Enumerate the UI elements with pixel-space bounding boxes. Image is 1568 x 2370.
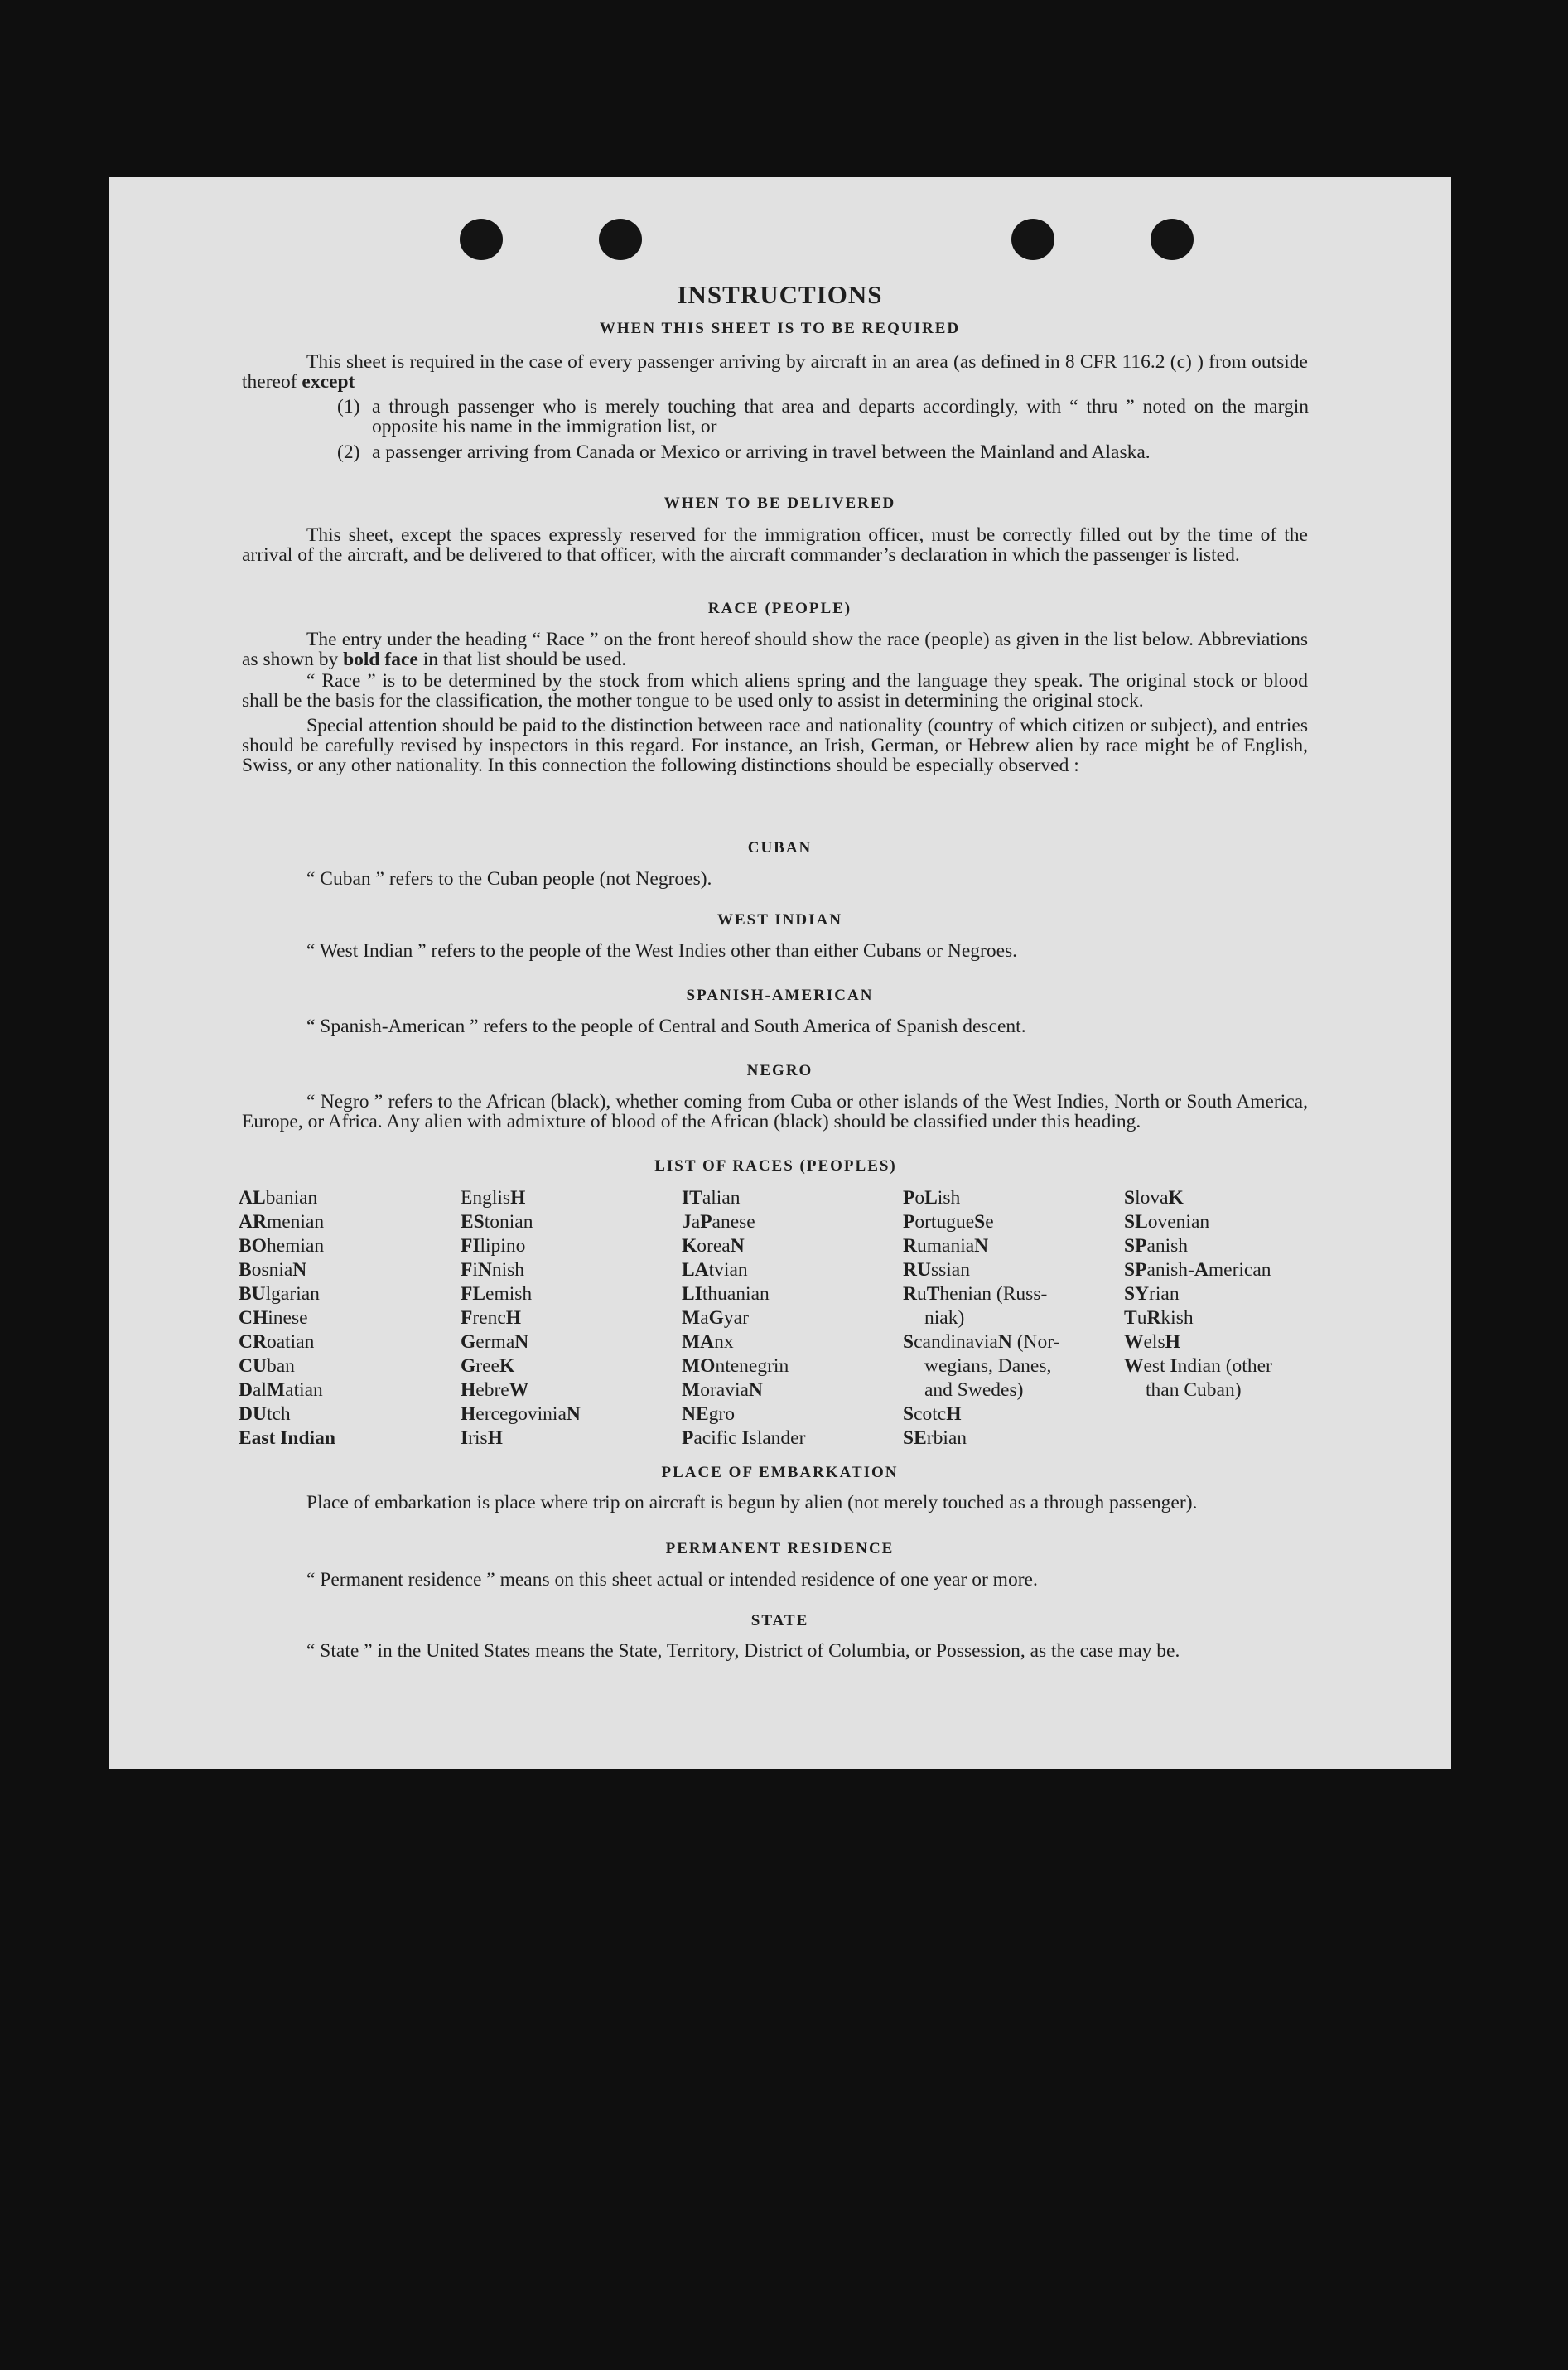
race-text: osnia bbox=[251, 1259, 293, 1281]
instruction-sheet bbox=[109, 177, 1451, 1769]
race-text: o bbox=[914, 1187, 925, 1209]
race-abbrev: S bbox=[974, 1211, 986, 1233]
race-entry bbox=[239, 1354, 458, 1378]
race-text: atian bbox=[285, 1379, 323, 1401]
para-race bbox=[242, 630, 1308, 775]
race-entry bbox=[1124, 1186, 1344, 1210]
residence-text: “ Permanent residence ” means on this sheet actual or intended residence of one year or more. bbox=[306, 1569, 1038, 1590]
race-entry bbox=[903, 1330, 1122, 1354]
race-abbrev: K bbox=[499, 1355, 515, 1377]
punch-hole bbox=[1151, 219, 1194, 260]
race-text: a bbox=[691, 1211, 701, 1233]
race-abbrev: SY bbox=[1124, 1283, 1150, 1305]
race-text: anese bbox=[712, 1211, 755, 1233]
race-text: a bbox=[700, 1307, 709, 1329]
race-text: lgarian bbox=[265, 1283, 320, 1305]
west-indian-text: “ West Indian ” refers to the people of the West Indies other than either Cubans or Negroes. bbox=[306, 940, 1018, 962]
race-text: hemian bbox=[266, 1235, 325, 1257]
race-text: cotc bbox=[914, 1403, 947, 1425]
race-entry bbox=[682, 1402, 901, 1426]
race-abbrev: S bbox=[903, 1331, 914, 1353]
races-column bbox=[1124, 1186, 1344, 1402]
race-abbrev: N bbox=[748, 1379, 763, 1401]
race-text: els bbox=[1143, 1331, 1165, 1353]
race-text: ovenian bbox=[1147, 1211, 1210, 1233]
race-p3: Special attention should be paid to the distinction between race and nationality (country of which citizen or subject), and entries should be carefully revised by inspectors in this regard. For instance, an Irish, German, or Hebrew alien by race might be of English, Swiss, or any other nationality. In this connection the following distinctions should be especially observed : bbox=[242, 715, 1308, 776]
race-p2: “ Race ” is to be determined by the stock from which aliens spring and the language they speak. The original stock or blood shall be the basis for the classification, the mother tongue to be used only to assist in determining the original stock. bbox=[242, 670, 1308, 712]
race-text: Englis bbox=[461, 1187, 511, 1209]
race-entry bbox=[903, 1306, 1122, 1330]
race-text: wegians, Danes, bbox=[924, 1355, 1052, 1377]
item-text: a through passenger who is merely touching that area and departs accordingly, with “ thru ” noted on the margin opposite his name in the immigration list, or bbox=[372, 396, 1309, 437]
race-abbrev: H bbox=[946, 1403, 962, 1425]
race-abbrev: G bbox=[461, 1355, 476, 1377]
race-abbrev: D bbox=[239, 1379, 253, 1401]
race-text: kish bbox=[1160, 1307, 1194, 1329]
race-entry bbox=[461, 1378, 680, 1402]
race-abbrev: H bbox=[1165, 1331, 1180, 1353]
race-abbrev: FL bbox=[461, 1283, 486, 1305]
race-abbrev: CH bbox=[239, 1307, 268, 1329]
race-text: oatian bbox=[266, 1331, 315, 1353]
races-column bbox=[682, 1186, 901, 1450]
race-entry bbox=[903, 1210, 1122, 1234]
race-abbrev: J bbox=[682, 1211, 692, 1233]
para-cuban bbox=[242, 869, 1308, 889]
race-text: nx bbox=[714, 1331, 734, 1353]
race-entry bbox=[682, 1306, 901, 1330]
race-abbrev: BO bbox=[239, 1235, 267, 1257]
race-abbrev: CU bbox=[239, 1355, 267, 1377]
race-abbrev: H bbox=[461, 1403, 476, 1425]
race-text: ris bbox=[468, 1427, 488, 1449]
race-abbrev: M bbox=[266, 1379, 286, 1401]
race-text: u bbox=[1136, 1307, 1147, 1329]
race-abbrev: S bbox=[1124, 1187, 1136, 1209]
para-west-indian bbox=[242, 941, 1308, 961]
race-abbrev: East Indian bbox=[239, 1427, 335, 1449]
race-text: rbian bbox=[926, 1427, 967, 1449]
race-abbrev: H bbox=[505, 1307, 522, 1329]
race-abbrev: M bbox=[682, 1307, 701, 1329]
race-abbrev: SP bbox=[1124, 1259, 1147, 1281]
race-entry bbox=[461, 1330, 680, 1354]
race-abbrev: G bbox=[461, 1331, 476, 1353]
race-p1-bold: bold face bbox=[343, 649, 418, 670]
para-embarkation bbox=[242, 1493, 1308, 1513]
race-p1-a: The entry under the heading “ Race ” on the front hereof should show the race (people) as given in the list below. Abbreviations as shown by bbox=[242, 629, 1308, 670]
race-entry bbox=[461, 1234, 680, 1258]
delivered-text: This sheet, except the spaces expressly reserved for the immigration officer, must be correctly filled out by the time of the arrival of the aircraft, and be delivered to that officer, with the aircraft commander’s declaration in which the passenger is listed. bbox=[242, 524, 1308, 566]
race-abbrev: B bbox=[239, 1259, 252, 1281]
race-text: ban bbox=[266, 1355, 295, 1377]
race-abbrev: R bbox=[903, 1235, 917, 1257]
race-text: ish bbox=[937, 1187, 961, 1209]
race-text: (Nor- bbox=[1011, 1331, 1060, 1353]
race-abbrev: NE bbox=[682, 1403, 709, 1425]
race-abbrev: G bbox=[708, 1307, 724, 1329]
race-text: emish bbox=[485, 1283, 533, 1305]
para-state bbox=[242, 1641, 1308, 1661]
race-entry bbox=[461, 1306, 680, 1330]
race-abbrev: IT bbox=[682, 1187, 702, 1209]
punch-hole bbox=[460, 219, 503, 260]
race-entry bbox=[461, 1426, 680, 1450]
race-abbrev: R bbox=[903, 1283, 917, 1305]
race-entry bbox=[903, 1258, 1122, 1282]
race-text: i bbox=[472, 1259, 478, 1281]
state-text: “ State ” in the United States means the State, Territory, District of Columbia, or Possession, as the case may be. bbox=[306, 1640, 1180, 1662]
race-entry bbox=[461, 1210, 680, 1234]
race-text: gro bbox=[708, 1403, 735, 1425]
race-text: u bbox=[916, 1283, 927, 1305]
race-abbrev: RU bbox=[903, 1259, 931, 1281]
race-abbrev: F bbox=[461, 1307, 473, 1329]
item-number: (2) bbox=[337, 442, 360, 463]
race-abbrev: AR bbox=[239, 1211, 267, 1233]
heading-embarkation: PLACE OF EMBARKATION bbox=[661, 1464, 899, 1481]
race-abbrev: A bbox=[1194, 1259, 1209, 1281]
race-entry bbox=[239, 1282, 458, 1306]
race-text: acific bbox=[693, 1427, 742, 1449]
race-abbrev: S bbox=[903, 1403, 914, 1425]
race-abbrev: K bbox=[1168, 1187, 1184, 1209]
race-abbrev: P bbox=[903, 1211, 915, 1233]
race-entry bbox=[903, 1402, 1122, 1426]
heading-required: WHEN THIS SHEET IS TO BE REQUIRED bbox=[599, 320, 961, 337]
race-text: rian bbox=[1149, 1283, 1180, 1305]
list-item bbox=[337, 396, 1309, 437]
race-entry bbox=[461, 1258, 680, 1282]
spanish-american-text: “ Spanish-American ” refers to the people of Central and South America of Spanish descent. bbox=[306, 1016, 1026, 1037]
race-abbrev: MO bbox=[682, 1355, 716, 1377]
race-entry bbox=[1124, 1210, 1344, 1234]
race-abbrev: P bbox=[682, 1427, 694, 1449]
para-delivered bbox=[242, 525, 1308, 565]
negro-text: “ Negro ” refers to the African (black), whether coming from Cuba or other islands of the West Indies, North or South America, Europe, or Africa. Any alien with admixture of blood of the African (black) should be classified under this heading. bbox=[242, 1091, 1308, 1132]
race-text: than Cuban) bbox=[1146, 1379, 1242, 1401]
race-text: nish bbox=[491, 1259, 525, 1281]
race-abbrev: I bbox=[1170, 1355, 1178, 1377]
race-text: thuanian bbox=[702, 1283, 770, 1305]
para-required bbox=[242, 352, 1308, 392]
race-abbrev: N bbox=[292, 1259, 307, 1281]
race-abbrev: MA bbox=[682, 1331, 715, 1353]
heading-spanish-american: SPANISH-AMERICAN bbox=[686, 987, 874, 1004]
race-text: lova bbox=[1135, 1187, 1169, 1209]
race-entry bbox=[239, 1234, 458, 1258]
embarkation-text: Place of embarkation is place where trip on aircraft is begun by alien (not merely touched as a through passenger). bbox=[306, 1492, 1198, 1513]
race-abbrev: CR bbox=[239, 1331, 267, 1353]
race-entry bbox=[682, 1210, 901, 1234]
race-text: inese bbox=[268, 1307, 308, 1329]
race-text: tch bbox=[266, 1403, 291, 1425]
race-text: lipino bbox=[480, 1235, 526, 1257]
page-title: INSTRUCTIONS bbox=[677, 280, 883, 309]
race-abbrev: R bbox=[1146, 1307, 1161, 1329]
race-abbrev: H bbox=[510, 1187, 526, 1209]
race-abbrev: H bbox=[461, 1379, 476, 1401]
race-entry bbox=[239, 1330, 458, 1354]
race-text: ndian (other bbox=[1177, 1355, 1272, 1377]
race-entry bbox=[461, 1186, 680, 1210]
race-entry bbox=[682, 1354, 901, 1378]
race-entry bbox=[239, 1258, 458, 1282]
race-abbrev: FI bbox=[461, 1235, 480, 1257]
race-abbrev: ES bbox=[461, 1211, 485, 1233]
heading-race: RACE (PEOPLE) bbox=[707, 600, 852, 617]
race-entry bbox=[1124, 1282, 1344, 1306]
heading-west-indian: WEST INDIAN bbox=[717, 911, 842, 929]
race-abbrev: N bbox=[514, 1331, 529, 1353]
race-abbrev: LA bbox=[682, 1259, 709, 1281]
race-abbrev: P bbox=[903, 1187, 915, 1209]
race-text: ssian bbox=[930, 1259, 970, 1281]
race-entry bbox=[461, 1402, 680, 1426]
race-text: menian bbox=[266, 1211, 325, 1233]
race-entry bbox=[682, 1186, 901, 1210]
required-intro: This sheet is required in the case of every passenger arriving by aircraft in an area (as defined in 8 CFR 116.2 (c) ) from outside thereof bbox=[242, 351, 1308, 393]
race-text: ntenegrin bbox=[715, 1355, 789, 1377]
race-text: anish bbox=[1146, 1235, 1189, 1257]
race-text: al bbox=[252, 1379, 267, 1401]
race-entry bbox=[461, 1354, 680, 1378]
race-entry bbox=[903, 1354, 1122, 1378]
race-abbrev: I bbox=[461, 1427, 469, 1449]
race-text: yar bbox=[723, 1307, 749, 1329]
race-abbrev: F bbox=[461, 1259, 473, 1281]
race-entry bbox=[1124, 1306, 1344, 1330]
race-entry bbox=[239, 1306, 458, 1330]
heading-state: STATE bbox=[750, 1612, 809, 1629]
race-entry bbox=[1124, 1234, 1344, 1258]
race-abbrev: N bbox=[974, 1235, 989, 1257]
race-entry bbox=[682, 1426, 901, 1450]
race-abbrev: W bbox=[1124, 1331, 1144, 1353]
race-text: niak) bbox=[924, 1307, 965, 1329]
races-column bbox=[903, 1186, 1122, 1450]
para-residence bbox=[242, 1570, 1308, 1590]
race-text: erma bbox=[475, 1331, 515, 1353]
race-abbrev: N bbox=[566, 1403, 581, 1425]
race-entry bbox=[682, 1330, 901, 1354]
race-text: ercegovinia bbox=[475, 1403, 567, 1425]
heading-cuban: CUBAN bbox=[747, 839, 813, 857]
race-abbrev: I bbox=[741, 1427, 750, 1449]
race-text: slander bbox=[749, 1427, 806, 1449]
race-text: tonian bbox=[484, 1211, 533, 1233]
race-entry bbox=[461, 1282, 680, 1306]
cuban-text: “ Cuban ” refers to the Cuban people (not Negroes). bbox=[306, 868, 712, 890]
race-text: anish- bbox=[1146, 1259, 1194, 1281]
race-entry bbox=[903, 1426, 1122, 1450]
race-entry bbox=[682, 1234, 901, 1258]
race-entry bbox=[903, 1234, 1122, 1258]
race-entry bbox=[1124, 1354, 1344, 1378]
race-text: ortugue bbox=[914, 1211, 975, 1233]
race-p1-b: in that list should be used. bbox=[422, 649, 627, 670]
race-text: merican bbox=[1208, 1259, 1271, 1281]
race-entry bbox=[239, 1186, 458, 1210]
race-text: tvian bbox=[708, 1259, 748, 1281]
race-text: candinavia bbox=[914, 1331, 998, 1353]
race-entry bbox=[903, 1282, 1122, 1306]
punch-hole bbox=[599, 219, 642, 260]
heading-residence: PERMANENT RESIDENCE bbox=[665, 1540, 895, 1557]
races-column bbox=[239, 1186, 458, 1450]
race-abbrev: N bbox=[997, 1331, 1012, 1353]
race-entry bbox=[1124, 1378, 1344, 1402]
punch-hole bbox=[1011, 219, 1054, 260]
para-spanish-american bbox=[242, 1016, 1308, 1036]
heading-delivered: WHEN TO BE DELIVERED bbox=[663, 495, 896, 512]
race-abbrev: P bbox=[700, 1211, 712, 1233]
race-text: banian bbox=[265, 1187, 318, 1209]
race-entry bbox=[682, 1258, 901, 1282]
race-abbrev: W bbox=[509, 1379, 529, 1401]
race-abbrev: AL bbox=[239, 1187, 266, 1209]
races-column bbox=[461, 1186, 680, 1450]
race-entry bbox=[1124, 1258, 1344, 1282]
race-entry bbox=[1124, 1330, 1344, 1354]
race-abbrev: L bbox=[924, 1187, 938, 1209]
race-abbrev: SE bbox=[903, 1427, 927, 1449]
item-text: a passenger arriving from Canada or Mexico or arriving in travel between the Mainland and Alaska. bbox=[372, 442, 1151, 463]
race-entry bbox=[239, 1402, 458, 1426]
race-text: orea bbox=[697, 1235, 731, 1257]
race-text: umania bbox=[916, 1235, 975, 1257]
race-text: renc bbox=[472, 1307, 506, 1329]
race-text: alian bbox=[702, 1187, 741, 1209]
para-negro bbox=[242, 1092, 1308, 1132]
race-text: and Swedes) bbox=[924, 1379, 1024, 1401]
race-text: est bbox=[1143, 1355, 1170, 1377]
race-abbrev: SL bbox=[1124, 1211, 1148, 1233]
race-abbrev: W bbox=[1124, 1355, 1144, 1377]
race-abbrev: BU bbox=[239, 1283, 266, 1305]
race-abbrev: LI bbox=[682, 1283, 702, 1305]
race-text: ree bbox=[475, 1355, 499, 1377]
race-entry bbox=[239, 1378, 458, 1402]
race-abbrev: N bbox=[730, 1235, 745, 1257]
race-abbrev: T bbox=[1124, 1307, 1137, 1329]
race-text: oravia bbox=[700, 1379, 749, 1401]
race-entry bbox=[903, 1378, 1122, 1402]
list-item bbox=[337, 442, 1309, 463]
race-text: e bbox=[985, 1211, 994, 1233]
race-entry bbox=[682, 1282, 901, 1306]
race-entry bbox=[682, 1378, 901, 1402]
race-entry bbox=[903, 1186, 1122, 1210]
race-text: ebre bbox=[475, 1379, 509, 1401]
race-abbrev: SP bbox=[1124, 1235, 1147, 1257]
heading-races-list: LIST OF RACES (PEOPLES) bbox=[654, 1157, 897, 1175]
race-abbrev: N bbox=[477, 1259, 492, 1281]
item-number: (1) bbox=[337, 396, 360, 418]
race-entry bbox=[239, 1426, 458, 1450]
required-except: except bbox=[302, 371, 355, 393]
heading-negro: NEGRO bbox=[746, 1062, 813, 1079]
race-abbrev: M bbox=[682, 1379, 701, 1401]
race-text: henian (Russ- bbox=[939, 1283, 1048, 1305]
race-abbrev: H bbox=[487, 1427, 503, 1449]
race-entry bbox=[239, 1210, 458, 1234]
race-abbrev: DU bbox=[239, 1403, 267, 1425]
race-abbrev: T bbox=[926, 1283, 940, 1305]
race-abbrev: K bbox=[682, 1235, 697, 1257]
